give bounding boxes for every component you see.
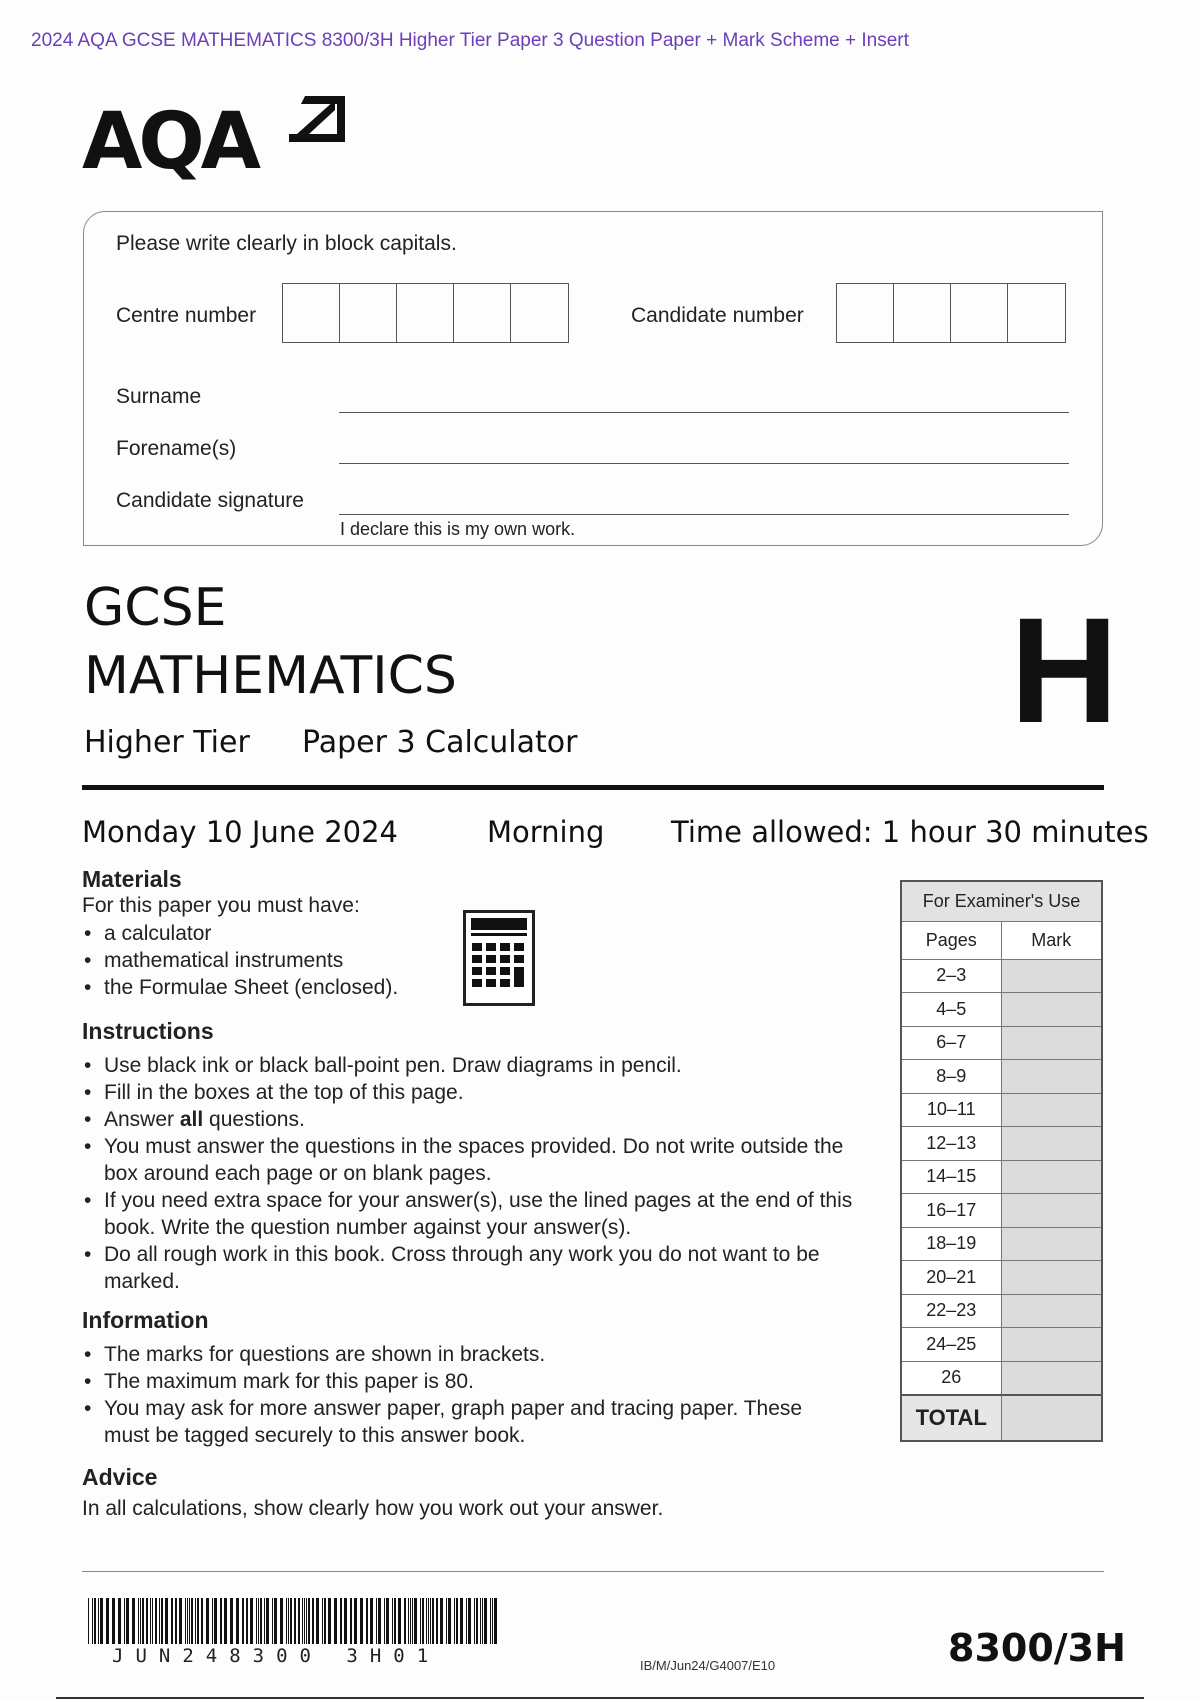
- barcode-bar: [392, 1598, 393, 1644]
- block-capitals-instruction: Please write clearly in block capitals.: [116, 232, 457, 255]
- barcode-bar: [230, 1598, 233, 1644]
- mark-cell: [1001, 1328, 1102, 1362]
- barcode-bar: [220, 1598, 222, 1644]
- candidate-number-boxes[interactable]: [836, 283, 1066, 343]
- pages-cell: 20–21: [901, 1261, 1001, 1295]
- barcode-bar: [308, 1598, 310, 1644]
- barcode-bar: [340, 1598, 342, 1644]
- mark-cell: [1001, 1227, 1102, 1261]
- barcode-bar: [448, 1598, 451, 1644]
- barcode-bar: [316, 1598, 319, 1644]
- mark-column-header: Mark: [1001, 921, 1102, 959]
- total-row: [901, 1395, 1102, 1441]
- table-row: [901, 1160, 1102, 1194]
- barcode-bar: [446, 1598, 447, 1644]
- list-item: • mathematical instruments: [82, 947, 398, 974]
- barcode-bar: [466, 1598, 467, 1644]
- barcode-text: JUN248300 3H01: [112, 1645, 441, 1667]
- exam-session: Morning: [487, 815, 605, 849]
- barcode-bar: [412, 1598, 413, 1644]
- pages-cell: 26: [901, 1361, 1001, 1395]
- list-item: • Answer all questions.: [82, 1106, 862, 1133]
- pages-cell: 8–9: [901, 1060, 1001, 1094]
- barcode-bar: [197, 1598, 199, 1644]
- barcode-bar: [146, 1598, 148, 1644]
- barcode-bar: [370, 1598, 373, 1644]
- barcode-bar: [344, 1598, 347, 1644]
- barcode-bar: [175, 1598, 177, 1644]
- candidate-number-label: Candidate number: [631, 304, 804, 327]
- list-item: • Fill in the boxes at the top of this page.: [82, 1079, 862, 1106]
- table-row: [901, 993, 1102, 1027]
- barcode-bar: [386, 1598, 389, 1644]
- subject-title: MATHEMATICS: [84, 646, 457, 706]
- barcode-bar: [212, 1598, 213, 1644]
- table-row: [901, 1093, 1102, 1127]
- barcode-bar: [312, 1598, 314, 1644]
- mark-cell: [1001, 1261, 1102, 1295]
- forename-label: Forename(s): [116, 437, 237, 460]
- barcode-bar: [150, 1598, 151, 1644]
- barcode-bar: [414, 1598, 417, 1644]
- page-bottom-rule: [56, 1697, 1144, 1699]
- document-title: 2024 AQA GCSE MATHEMATICS 8300/3H Higher Tier Paper 3 Question Paper + Mark Scheme + Insert: [31, 30, 909, 51]
- barcode-bar: [366, 1598, 368, 1644]
- pages-cell: 12–13: [901, 1127, 1001, 1161]
- calculator-icon: [463, 910, 535, 1006]
- barcode-bar: [161, 1598, 163, 1644]
- list-item: • the Formulae Sheet (enclosed).: [82, 974, 398, 1001]
- instructions-list: [82, 1052, 862, 1295]
- barcode-bar: [250, 1598, 253, 1644]
- barcode-bar: [398, 1598, 401, 1644]
- barcode-bar: [280, 1598, 283, 1644]
- candidate-digit-box[interactable]: [837, 284, 894, 342]
- barcode-bar: [306, 1598, 307, 1644]
- materials-heading: Materials: [82, 866, 182, 892]
- information-heading: Information: [82, 1307, 209, 1333]
- barcode-bar: [484, 1598, 487, 1644]
- barcode-bar: [460, 1598, 463, 1644]
- barcode-bar: [384, 1598, 385, 1644]
- table-row: [901, 1328, 1102, 1362]
- barcode-bar: [92, 1598, 93, 1644]
- barcode-bar: [410, 1598, 411, 1644]
- barcode-bar: [298, 1598, 300, 1644]
- barcode-bar: [264, 1598, 265, 1644]
- barcode-bar: [100, 1598, 103, 1644]
- surname-label: Surname: [116, 385, 202, 408]
- signature-label: Candidate signature: [116, 489, 304, 512]
- barcode-bar: [328, 1598, 331, 1644]
- barcode-bar: [334, 1598, 337, 1644]
- list-item: • If you need extra space for your answer(s), use the lined pages at the end of this book. Write the question number against your answer(s).: [82, 1187, 862, 1241]
- barcode-bar: [142, 1598, 144, 1644]
- list-item: • The marks for questions are shown in brackets.: [82, 1341, 822, 1368]
- barcode-bar: [152, 1598, 153, 1644]
- barcode-bar: [302, 1598, 303, 1644]
- barcode-bar: [94, 1598, 96, 1644]
- barcode-bar: [187, 1598, 188, 1644]
- centre-digit-box[interactable]: [283, 284, 340, 342]
- barcode-bar: [260, 1598, 262, 1644]
- barcode-bar: [394, 1598, 396, 1644]
- declaration-text: I declare this is my own work.: [340, 519, 576, 539]
- barcode-bar: [350, 1598, 352, 1644]
- mark-cell: [1001, 1060, 1102, 1094]
- pages-cell: 24–25: [901, 1328, 1001, 1362]
- pages-cell: 6–7: [901, 1026, 1001, 1060]
- mark-cell: [1001, 1160, 1102, 1194]
- barcode-bar: [274, 1598, 277, 1644]
- mark-cell: [1001, 1194, 1102, 1228]
- barcode-bar: [236, 1598, 239, 1644]
- barcode-bar: [432, 1598, 434, 1644]
- barcode-bar: [258, 1598, 259, 1644]
- barcode-bar: [492, 1598, 493, 1644]
- barcode-bar: [88, 1598, 89, 1644]
- total-label: TOTAL: [901, 1395, 1001, 1441]
- list-item: • You may ask for more answer paper, graph paper and tracing paper. These must be tagged securely to this answer book.: [82, 1395, 822, 1449]
- barcode-bar: [290, 1598, 292, 1644]
- mark-cell: [1001, 1361, 1102, 1395]
- barcode-bar: [224, 1598, 227, 1644]
- barcode-bar: [132, 1598, 135, 1644]
- barcode-bar: [440, 1598, 443, 1644]
- advice-heading: Advice: [82, 1464, 158, 1490]
- table-row: [901, 1194, 1102, 1228]
- reference-code: IB/M/Jun24/G4007/E10: [640, 1658, 776, 1673]
- barcode-bar: [242, 1598, 244, 1644]
- logo-mark-icon: [287, 94, 347, 150]
- barcode-bar: [171, 1598, 173, 1644]
- table-row: [901, 1361, 1102, 1395]
- barcode-bar: [288, 1598, 289, 1644]
- header-divider: [82, 785, 1104, 790]
- barcode-bar: [106, 1598, 109, 1644]
- centre-number-boxes[interactable]: [282, 283, 569, 343]
- centre-digit-box[interactable]: [511, 284, 568, 342]
- footer-divider: [82, 1571, 1104, 1572]
- list-item: • You must answer the questions in the spaces provided. Do not write outside the box around each page or on blank pages.: [82, 1133, 862, 1187]
- list-item: • Do all rough work in this book. Cross through any work you do not want to be marked.: [82, 1241, 862, 1295]
- materials-intro: For this paper you must have:: [82, 894, 360, 917]
- barcode-bar: [422, 1598, 424, 1644]
- barcode-bar: [360, 1598, 363, 1644]
- pages-cell: 22–23: [901, 1294, 1001, 1328]
- barcode-bar: [482, 1598, 483, 1644]
- signature-line[interactable]: [339, 514, 1069, 515]
- mark-cell: [1001, 959, 1102, 993]
- surname-line[interactable]: [339, 412, 1069, 413]
- instructions-heading: Instructions: [82, 1018, 214, 1044]
- tier-letter: H: [1010, 586, 1119, 754]
- barcode-bar: [256, 1598, 257, 1644]
- barcode-bar: [428, 1598, 429, 1644]
- barcode-bar: [294, 1598, 296, 1644]
- barcode-bar: [140, 1598, 141, 1644]
- barcode-bar: [490, 1598, 491, 1644]
- barcode-bar: [468, 1598, 471, 1644]
- barcode-bar: [185, 1598, 186, 1644]
- barcode-bar: [324, 1598, 326, 1644]
- barcode-bar: [124, 1598, 125, 1644]
- tier-label: Higher Tier: [84, 725, 250, 760]
- time-allowed: Time allowed: 1 hour 30 minutes: [671, 815, 1149, 849]
- pages-cell: 14–15: [901, 1160, 1001, 1194]
- paper-label: Paper 3 Calculator: [302, 725, 578, 760]
- pages-column-header: Pages: [901, 921, 1001, 959]
- table-row: [901, 1026, 1102, 1060]
- barcode-bar: [494, 1598, 497, 1644]
- candidate-details-box: [83, 211, 1103, 546]
- logo-text: AQA: [82, 97, 258, 187]
- centre-digit-box[interactable]: [454, 284, 511, 342]
- candidate-digit-box[interactable]: [951, 284, 1008, 342]
- candidate-digit-box[interactable]: [1008, 284, 1065, 342]
- barcode-bar: [286, 1598, 287, 1644]
- barcode-bar: [456, 1598, 458, 1644]
- aqa-logo: [82, 92, 352, 192]
- exam-date: Monday 10 June 2024: [82, 815, 398, 849]
- information-list: [82, 1341, 822, 1449]
- barcode-bar: [138, 1598, 139, 1644]
- centre-number-label: Centre number: [116, 304, 257, 327]
- barcode-bar: [159, 1598, 160, 1644]
- barcode-bar: [246, 1598, 248, 1644]
- barcode-bar: [408, 1598, 409, 1644]
- examiner-use-table: [900, 880, 1103, 1442]
- barcode-bar: [322, 1598, 323, 1644]
- barcode-bar: [476, 1598, 478, 1644]
- table-row: [901, 1060, 1102, 1094]
- total-mark-cell: [1001, 1395, 1102, 1441]
- advice-text: In all calculations, show clearly how you work out your answer.: [82, 1497, 664, 1520]
- barcode-bar: [420, 1598, 421, 1644]
- materials-list: [82, 920, 398, 1001]
- barcode-bar: [430, 1598, 431, 1644]
- table-row: [901, 1294, 1102, 1328]
- centre-digit-box[interactable]: [340, 284, 397, 342]
- barcode-bar: [436, 1598, 438, 1644]
- table-row: [901, 959, 1102, 993]
- barcode-bar: [474, 1598, 475, 1644]
- list-item: • The maximum mark for this paper is 80.: [82, 1368, 822, 1395]
- mark-cell: [1001, 1294, 1102, 1328]
- barcode-bar: [201, 1598, 203, 1644]
- barcode-bar: [480, 1598, 481, 1644]
- mark-cell: [1001, 1093, 1102, 1127]
- barcode-bar: [189, 1598, 190, 1644]
- candidate-digit-box[interactable]: [894, 284, 951, 342]
- barcode-bar: [426, 1598, 427, 1644]
- barcode-bar: [266, 1598, 269, 1644]
- barcode-bar: [112, 1598, 115, 1644]
- barcode-bar: [376, 1598, 377, 1644]
- barcode-bar: [165, 1598, 168, 1644]
- pages-cell: 16–17: [901, 1194, 1001, 1228]
- qualification-title: GCSE: [84, 578, 227, 638]
- barcode-bar: [272, 1598, 273, 1644]
- pages-cell: 10–11: [901, 1093, 1001, 1127]
- barcode-bar: [454, 1598, 455, 1644]
- examiner-table-title: For Examiner's Use: [901, 881, 1102, 921]
- list-item: • Use black ink or black ball-point pen. Draw diagrams in pencil.: [82, 1052, 862, 1079]
- barcode-bar: [404, 1598, 406, 1644]
- paper-code: 8300/3H: [948, 1626, 1126, 1670]
- barcode-bar: [195, 1598, 196, 1644]
- pages-cell: 18–19: [901, 1227, 1001, 1261]
- mark-cell: [1001, 1026, 1102, 1060]
- barcode-bar: [191, 1598, 193, 1644]
- barcode-bar: [126, 1598, 129, 1644]
- barcode-bar: [354, 1598, 357, 1644]
- barcode-bar: [304, 1598, 305, 1644]
- mark-cell: [1001, 993, 1102, 1027]
- barcode-bar: [378, 1598, 381, 1644]
- barcode-bar: [179, 1598, 182, 1644]
- table-row: [901, 1127, 1102, 1161]
- pages-cell: 4–5: [901, 993, 1001, 1027]
- barcode-bar: [118, 1598, 121, 1644]
- table-row: [901, 1261, 1102, 1295]
- pages-cell: 2–3: [901, 959, 1001, 993]
- mark-cell: [1001, 1127, 1102, 1161]
- table-row: [901, 1227, 1102, 1261]
- barcode-bar: [98, 1598, 99, 1644]
- barcode-bar: [206, 1598, 209, 1644]
- barcode-bar: [155, 1598, 157, 1644]
- list-item: • a calculator: [82, 920, 398, 947]
- centre-digit-box[interactable]: [397, 284, 454, 342]
- forename-line[interactable]: [339, 463, 1069, 464]
- barcode-bar: [214, 1598, 217, 1644]
